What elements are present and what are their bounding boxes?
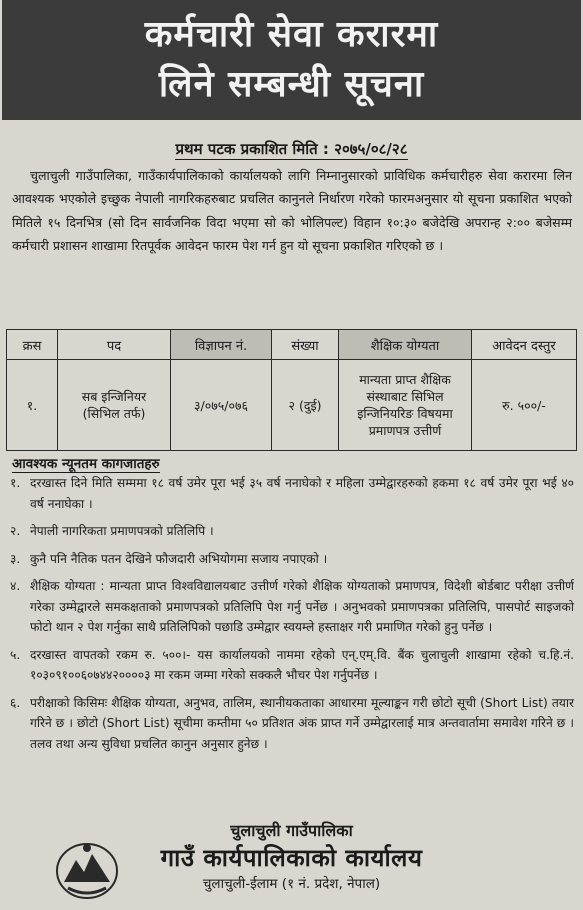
item-number: २. [10, 524, 21, 538]
table-header-row [7, 330, 577, 360]
item-text: दरखास्त वापतको रकम रु. ५००।- यस कार्यालयको नाममा रहेको एन्.एम्.वि. बैंक चुलाचुली शाखामा रहेको च.हि.नं. १०३०९१००६०७४४२००००३ मा रकम जम्मा गरेको सक्कलै भौचर पेश गर्नुपर्नेछ । [30, 647, 574, 682]
item-number: ६. [10, 695, 21, 710]
col-header-qualification: शैक्षिक योग्यता [339, 330, 472, 360]
vacancy-table [6, 329, 577, 451]
col-header-sn: क्रस [7, 330, 58, 360]
cell-post: सब इन्जिनियर (सिभिल तर्फ) [58, 360, 171, 451]
intro-paragraph [12, 164, 572, 258]
cell-ad-no: ३/०७५/०७६ [171, 360, 272, 451]
col-header-fee: आवेदन दस्तुर [472, 330, 577, 360]
title-line-2: लिने सम्बन्धी सूचना [158, 64, 425, 105]
cell-sn: १. [7, 360, 58, 451]
issuer-line-1: चुलाचुली गाउँपालिका [230, 821, 353, 840]
title-banner [2, 0, 581, 120]
issuer-address: चुलाचुली-ईलाम (१ नं. प्रदेश, नेपाल) [202, 876, 381, 892]
item-text: शैक्षिक योग्यता : मान्यता प्राप्त विश्वविद्यालयबाट उत्तीर्ण गरेको शैक्षिक योग्यताको प्रमाणपत्र, विदेशी बोर्डबाट परीक्षा उत्तीर्ण गरेका उम्मेद्वारले समकक्षताको प्रमाणपत्रको प्रतिलिपि पेश गर्नु पर्नेछ । अनुभवको प्रमाणपत्रका प्रतिलिपि, पासपोर्ट साइजको फोटो थान २ पेश गर्नुका साथै प्रतिलिपिको पछाडि उम्मेद्वार स्वयम्ले हस्ताक्षर गरी प्रमाणित गरेको हुनु पर्नेछ । [30, 579, 574, 634]
list-item [10, 693, 574, 755]
col-header-count: संख्या [272, 330, 339, 360]
list-item [10, 549, 574, 570]
col-header-post: पद [58, 330, 171, 360]
item-text: नेपाली नागरिकता प्रमाणपत्रको प्रतिलिपि । [30, 524, 214, 538]
cell-fee: रु. ५००/- [472, 360, 577, 451]
list-item [10, 576, 574, 638]
cell-qualification: मान्यता प्राप्त शैक्षिक संस्थाबाट सिभिल इन्जिनियरिङ विषयमा प्रमाणपत्र उत्तीर्ण [339, 360, 472, 451]
item-number: ४. [10, 579, 21, 593]
table-row [7, 360, 577, 451]
item-text: कुनै पनि नैतिक पतन देखिने फौजदारी अभियोगमा सजाय नपाएको । [30, 551, 328, 566]
list-item [10, 473, 574, 514]
publication-date-text: प्रथम पटक प्रकाशित मिति : २०७५/०८/२८ [175, 140, 408, 158]
documents-heading: आवश्यक न्यूनतम कागजातहरु [12, 456, 160, 472]
title-line-1: कर्मचारी सेवा करारमा [144, 14, 439, 55]
col-header-ad-no: विज्ञापन नं. [171, 330, 272, 360]
issuer-line-2: गाउँ कार्यपालिकाको कार्यालय [160, 844, 423, 872]
cell-count: २ (दुई) [272, 360, 339, 451]
intro-text: चुलाचुली गाउँपालिका, गाउँकार्यपालिकाको कार्यालयको लागि निम्नानुसारको प्राविधिक कर्मचारीहरु सेवा करारमा लिन आवश्यक भएकोले इच्छुक नेपाली नागरिकहरुबाट प्रचलित कानुनले निर्धारण गरेको फारमअनुसार यो सूचना प्रकाशित भएको मितिले १५ दिनभित्र (सो दिन सार्वजनिक विदा भएमा सो को भोलिपल्ट) विहान १०:३० बजेदेखि अपरान्ह २:०० बजेसम्म कर्मचारी प्रशासन शाखामा रितपूर्वक आवेदन फारम पेश गर्न हुन यो सूचना प्रकाशित गरिएको छ । [12, 168, 572, 254]
documents-list [10, 473, 574, 761]
item-text: परीक्षाको किसिमः शैक्षिक योग्यता, अनुभव, तालिम, स्थानीयकताका आधारमा मूल्याङ्कन गरी छोटो सूची (Short List) तयार गरिने छ । छोटो (Short List) सूचीमा कम्तीमा ५० प्रतिशत अंक प्राप्त गर्ने उम्मेद्वारलाई मात्र अन्तवार्तामा समावेश गरिने छ । तलव तथा अन्य सुविधा प्रचलित कानुन अनुसार हुनेछ । [30, 695, 574, 751]
issuer-block [0, 820, 583, 894]
item-number: १. [10, 476, 21, 490]
item-number: ३. [10, 551, 21, 566]
item-number: ५. [10, 647, 21, 662]
item-text: दरखास्त दिने मिति सम्ममा १८ वर्ष उमेर पूरा भई ३५ वर्ष ननाघेको र महिला उम्मेद्वारहरुको हकमा १८ वर्ष उमेर पूरा भई ४० वर्ष ननाघेका । [30, 476, 574, 511]
list-item [10, 521, 574, 542]
publication-date [0, 139, 583, 159]
list-item [10, 645, 574, 686]
